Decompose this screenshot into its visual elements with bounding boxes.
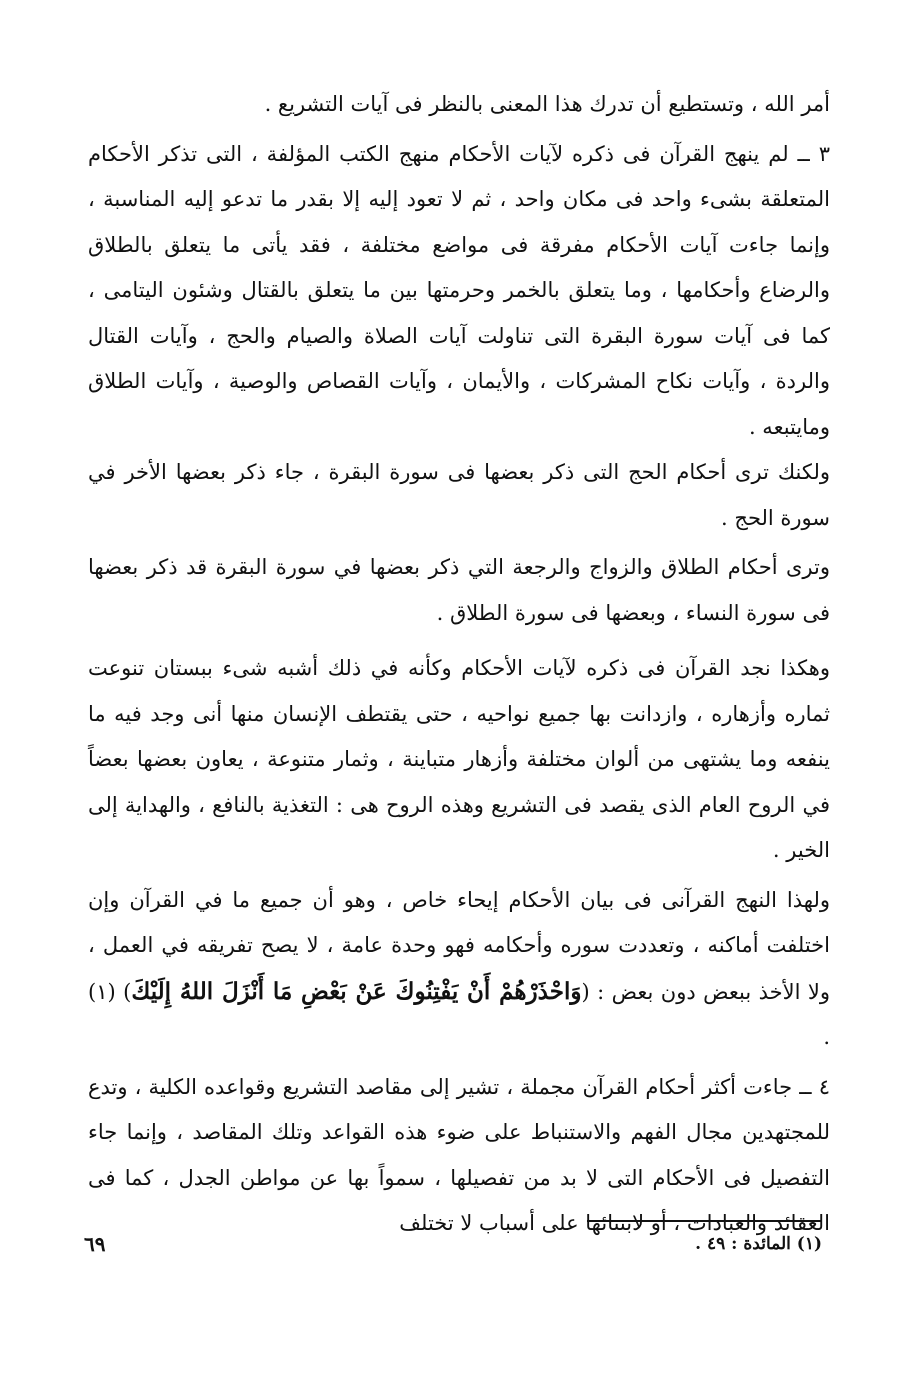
quran-paragraph-text: ولهذا النهج القرآنى فى بيان الأحكام إيحاء خاص ، وهو أن جميع ما في القرآن وإن اختلفت أماكنه ، وتعددت سوره وأحكامه فهو وحدة عامة ، لا يصح تفريقه في العمل ، ولا الأخذ ببعض دون بعض : ( [88,887,831,1004]
quran-reference: ) (١) . [88,979,830,1049]
quran-verse: وَاحْذَرْهُمْ أَنْ يَفْتِنُوكَ عَنْ بَعْضِ مَا أَنْزَلَ اللهُ إِلَيْكَ [131,977,582,1005]
page-body [88,82,830,1247]
page-number: ٦٩ [84,1232,106,1256]
footnote-divider [587,1220,822,1222]
paragraph-4: وترى أحكام الطلاق والزواج والرجعة التي ذكر بعضها في سورة البقرة قد ذكر بعضها فى سورة النساء ، وبعضها فى سورة الطلاق . [88,555,830,625]
paragraph-quran [88,878,830,1061]
paragraph-5: وهكذا نجد القرآن فى ذكره لآيات الأحكام وكأنه في ذلك أشبه شىء ببستان تنوعت ثماره وأزهاره ، وازدانت بها جميع نواحيه ، حتى يقتطف الإنسان منها أنى وجد فيه ما ينفعه وما يشتهى من ألوان مختلفة وأزهار متباينة ، وثمار متنوعة ، يعاون بعضها بعضاً في الروح العام الذى يقصد فى التشريع وهذه الروح هى : التغذية بالنافع ، والهداية إلى الخير . [88,656,830,862]
paragraph-1: أمر الله ، وتستطيع أن تدرك هذا المعنى بالنظر فى آيات التشريع . [264,92,830,116]
paragraph-2: ٣ ــ لم ينهج القرآن فى ذكره لآيات الأحكام منهج الكتب المؤلفة ، التى تذكر الأحكام المتعلقة بشىء واحد فى مكان واحد ، ثم لا تعود إليه إلا بقدر ما تدعو إليه المناسبة ، وإنما جاءت آيات الأحكام مفرقة فى مواضع مختلفة ، فقد يأتى ما يتعلق بالطلاق والرضاع وأحكامها ، وما يتعلق بالخمر وحرمتها بين ما يتعلق بالقتال وشئون اليتامى ، كما فى آيات سورة البقرة التى تناولت آيات الصلاة والصيام والحج ، وآيات القتال والردة ، وآيات نكاح المشركات ، والأيمان ، وآيات القصاص والوصية ، وآيات الطلاق ومايتبعه . [88,141,830,439]
paragraph-3: ولكنك ترى أحكام الحج التى ذكر بعضها فى سورة البقرة ، جاء ذكر بعضها الأخر في سورة الحج . [88,460,830,530]
footnote: (١) المائدة : ٤٩ . [695,1234,822,1254]
paragraph-7: ٤ ــ جاءت أكثر أحكام القرآن مجملة ، تشير إلى مقاصد التشريع وقواعده الكلية ، وتدع للمجتهدين مجال الفهم والاستنباط على ضوء هذه القواعد وتلك المقاصد ، وإنما جاء التفصيل فى الأحكام التى لا بد من تفصيلها ، سمواً بها عن مواطن الجدل ، كما فى العقائد والعبادات ، أو لابتنائها على أسباب لا تختلف [88,1074,830,1235]
